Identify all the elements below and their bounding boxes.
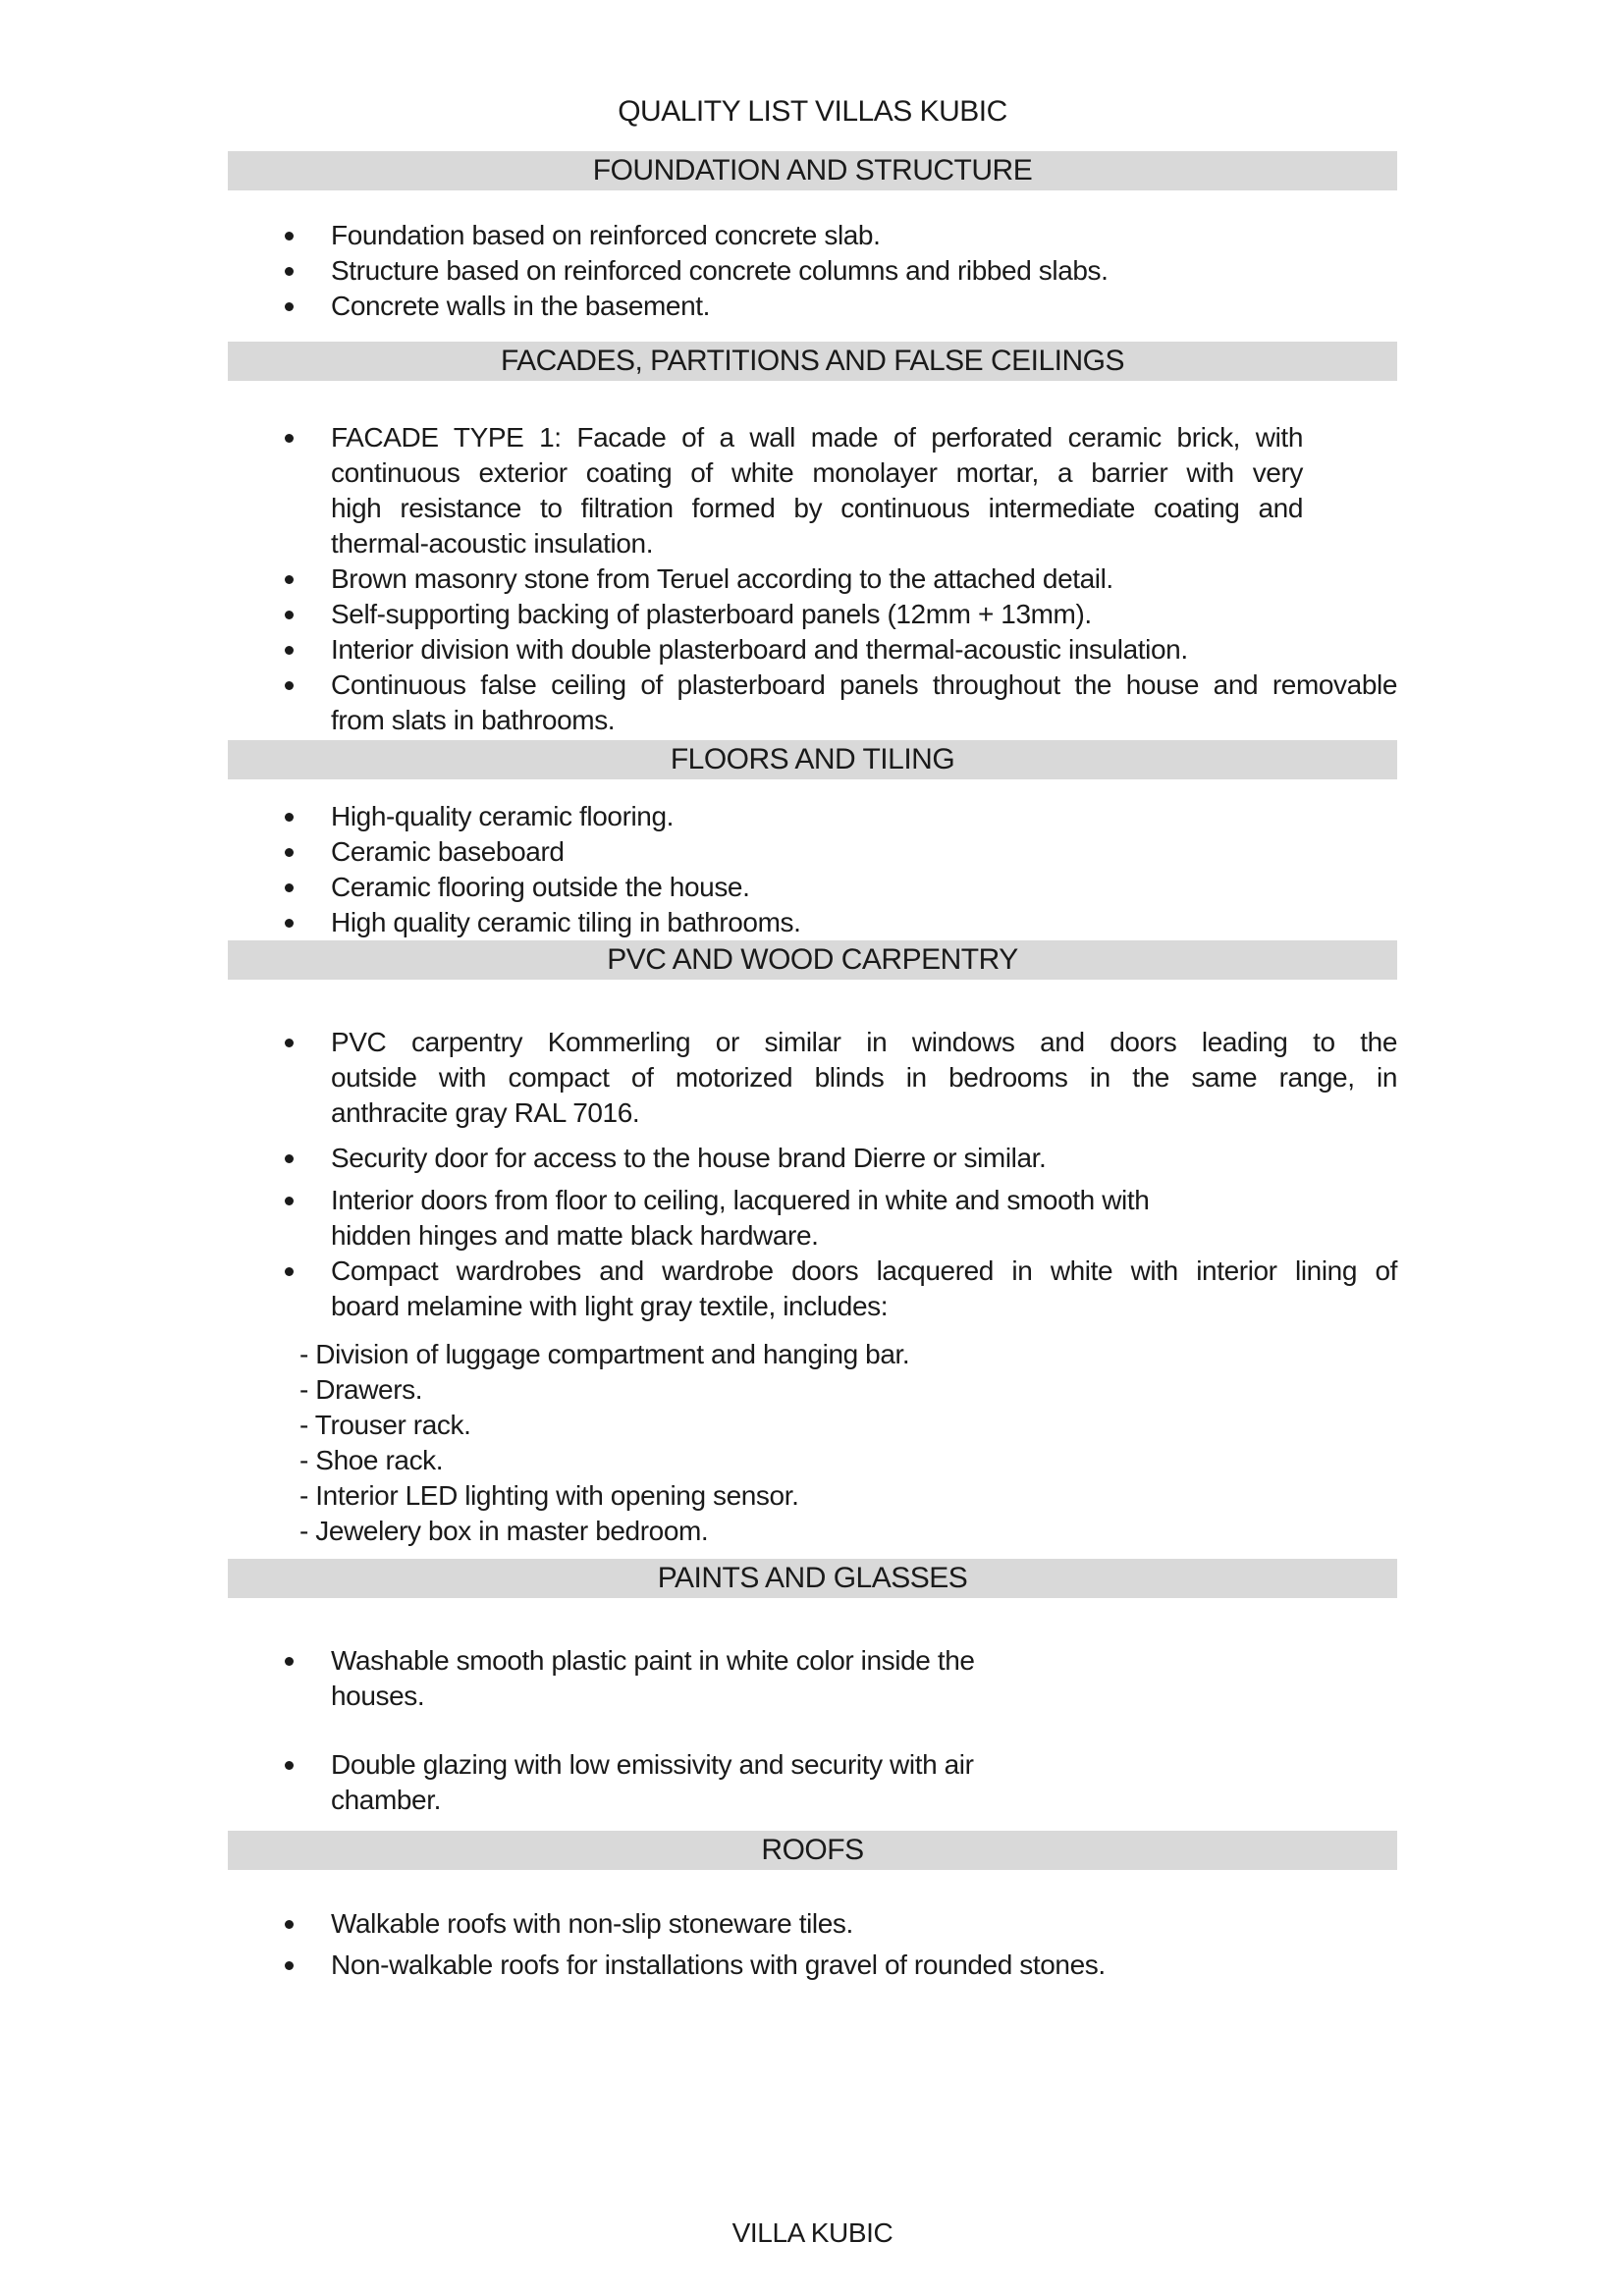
section-header-text: FACADES, PARTITIONS AND FALSE CEILINGS [500,345,1125,377]
sections-container [228,151,1397,1983]
bullet-icon [285,1961,294,1970]
dash-list-item [228,1478,1397,1514]
bullet-list-item [228,799,1397,834]
bullet-icon [285,1657,294,1666]
section-header-text: FLOORS AND TILING [670,743,955,775]
text-line: houses. [331,1681,425,1711]
text-line: PVC carpentry Kommerling or similar in windows and doors leading to the [331,1027,1397,1057]
text-line: Non-walkable roofs for installations with gravel of rounded stones. [331,1949,1106,1980]
bullet-icon [285,1154,294,1163]
bullet-list-item [228,870,1397,905]
bullet-list-item [228,667,1397,738]
text-line: Foundation based on reinforced concrete slab. [331,220,881,250]
text-line: continuous exterior coating of white monolayer mortar, a barrier with very [331,457,1303,488]
bullet-list-item [228,561,1397,597]
text-line: - Drawers. [299,1374,423,1405]
text-line: Security door for access to the house brand Dierre or similar. [331,1143,1047,1173]
bullet-icon [285,1197,294,1205]
bullet-list-item [228,834,1397,870]
section-header-text: FOUNDATION AND STRUCTURE [592,154,1033,187]
bullet-icon [285,1920,294,1929]
bullet-icon [285,575,294,584]
text-line: - Shoe rack. [299,1445,444,1475]
bullet-list-item [228,420,1397,561]
text-line: High quality ceramic tiling in bathrooms. [331,907,801,937]
bullet-list-item [228,1025,1397,1131]
page-title: QUALITY LIST VILLAS KUBIC [618,95,1007,128]
text-line: hidden hinges and matte black hardware. [331,1220,819,1251]
text-line: Double glazing with low emissivity and security with air [331,1749,974,1780]
text-line: Self-supporting backing of plasterboard panels (12mm + 13mm). [331,599,1092,629]
section-header-text: PVC AND WOOD CARPENTRY [607,943,1018,976]
text-line: chamber. [331,1785,441,1815]
bullet-list-item [228,253,1397,289]
text-line: Interior division with double plasterboard and thermal-acoustic insulation. [331,634,1188,665]
text-line: Continuous false ceiling of plasterboard panels throughout the house and removable [331,669,1397,700]
bullet-icon [285,267,294,276]
bullet-icon [285,1039,294,1047]
bullet-list-item [228,1643,1397,1714]
section-header-band [228,151,1397,190]
section-header-text: ROOFS [761,1834,864,1866]
text-line: - Interior LED lighting with opening sensor. [299,1480,799,1511]
bullet-icon [285,1267,294,1276]
bullet-list-item [228,1906,1397,1942]
text-line: Concrete walls in the basement. [331,291,711,321]
text-line: thermal-acoustic insulation. [331,528,654,559]
text-line: Ceramic baseboard [331,836,565,867]
section-header-band [228,1831,1397,1870]
bullet-list-item [228,905,1397,940]
text-line: Brown masonry stone from Teruel according to the attached detail. [331,563,1113,594]
section-header-band [228,342,1397,381]
bullet-icon [285,434,294,443]
bullet-list-item [228,1141,1397,1176]
text-line: high resistance to filtration formed by continuous intermediate coating and [331,493,1303,523]
text-line: High-quality ceramic flooring. [331,801,675,831]
text-line: board melamine with light gray textile, includes: [331,1291,889,1321]
dash-list-item [228,1514,1397,1549]
bullet-list-item [228,1747,1397,1818]
text-line: Structure based on reinforced concrete columns and ribbed slabs. [331,255,1109,286]
bullet-list-item [228,1183,1397,1254]
text-line: from slats in bathrooms. [331,705,616,735]
text-line: FACADE TYPE 1: Facade of a wall made of perforated ceramic brick, with [331,422,1303,453]
bullet-icon [285,883,294,892]
bullet-icon [285,813,294,822]
bullet-icon [285,302,294,311]
bullet-list-item [228,597,1397,632]
bullet-list-item [228,1254,1397,1324]
dash-list-item [228,1337,1397,1372]
section-header-band [228,940,1397,980]
text-line: Washable smooth plastic paint in white color inside the [331,1645,975,1676]
text-line: Walkable roofs with non-slip stoneware tiles. [331,1908,853,1939]
bullet-icon [285,681,294,690]
section-header-band [228,1559,1397,1598]
text-line: - Jewelery box in master bedroom. [299,1516,709,1546]
text-line: Interior doors from floor to ceiling, lacquered in white and smooth with [331,1185,1150,1215]
text-line: anthracite gray RAL 7016. [331,1097,640,1128]
text-line: Ceramic flooring outside the house. [331,872,750,902]
dash-list-item [228,1372,1397,1408]
text-line: outside with compact of motorized blinds in bedrooms in the same range, in [331,1062,1397,1093]
dash-list-item [228,1408,1397,1443]
bullet-icon [285,232,294,240]
page-footer: VILLA KUBIC [731,2217,893,2248]
bullet-icon [285,848,294,857]
bullet-icon [285,1761,294,1770]
bullet-list-item [228,632,1397,667]
bullet-list-item [228,1948,1397,1983]
bullet-icon [285,646,294,655]
dash-list-item [228,1443,1397,1478]
bullet-icon [285,611,294,619]
text-line: Compact wardrobes and wardrobe doors lacquered in white with interior lining of [331,1255,1397,1286]
bullet-list-item [228,218,1397,253]
section-header-band [228,740,1397,779]
bullet-icon [285,919,294,928]
text-line: - Trouser rack. [299,1410,471,1440]
text-line: - Division of luggage compartment and hanging bar. [299,1339,910,1369]
section-header-text: PAINTS AND GLASSES [657,1562,968,1594]
bullet-list-item [228,289,1397,324]
